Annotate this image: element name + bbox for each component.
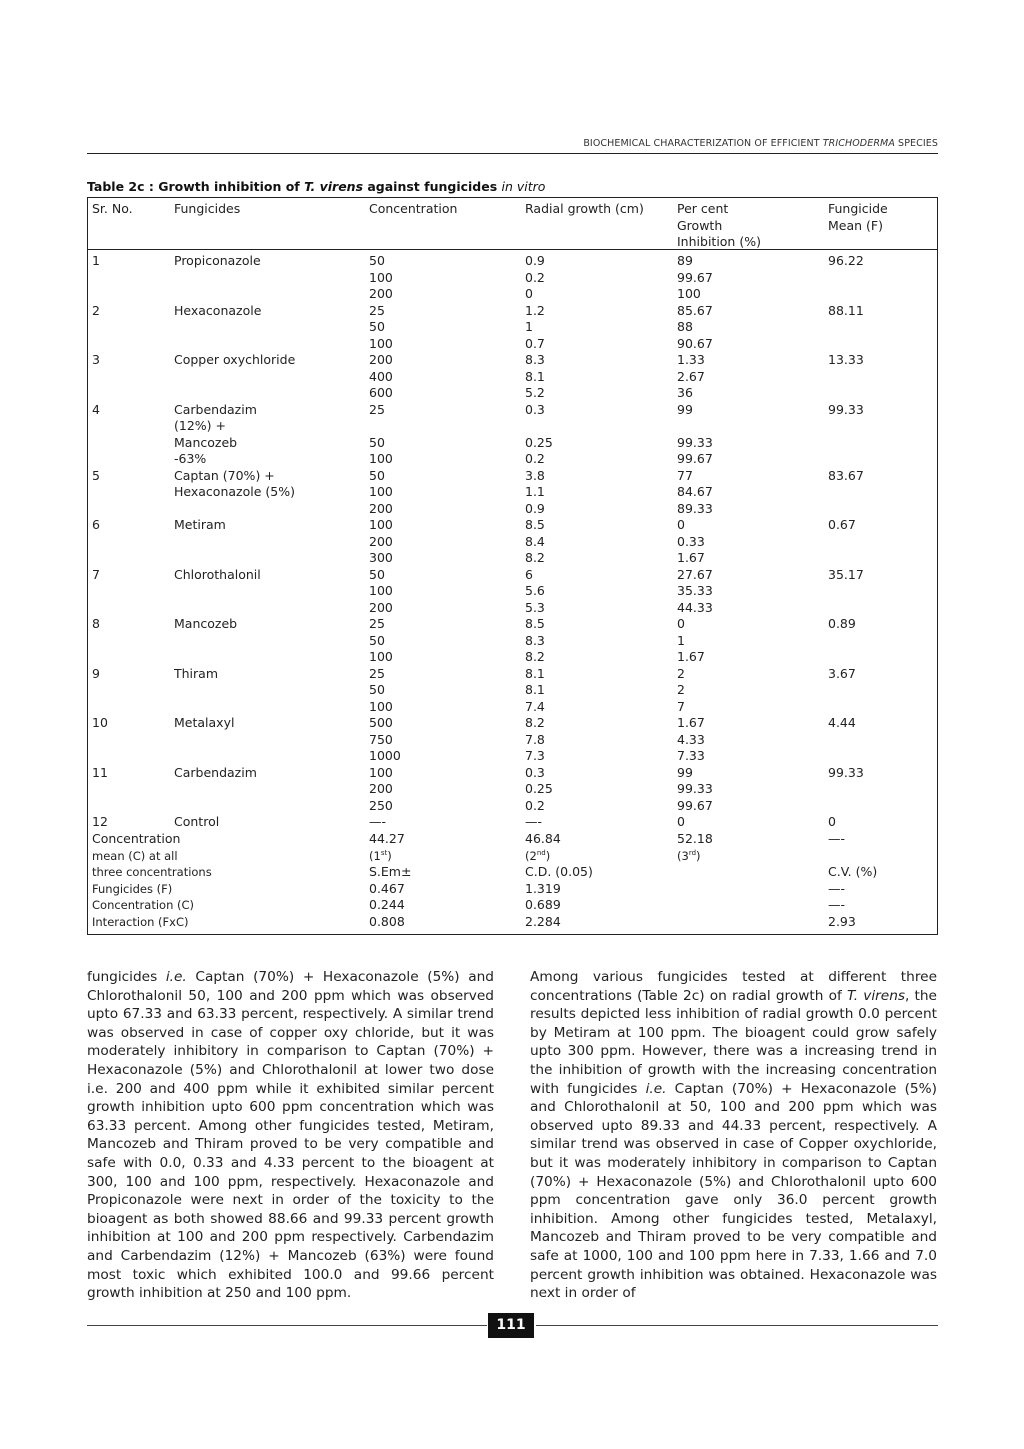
cell-percent-inhibition: 99 <box>677 401 693 417</box>
left-text-ie: i.e. <box>165 969 187 985</box>
body-text-right-column <box>530 968 937 1303</box>
cell-sr-no: 12 <box>92 814 108 829</box>
cell-fungicide: Control <box>174 814 220 829</box>
cell-percent-inhibition: 99.67 <box>677 797 713 813</box>
cell-percent-inhibition: 100 <box>677 286 701 301</box>
cell-radial-growth: 8.5 <box>525 517 545 532</box>
summary-inter-sem: 0.808 <box>369 913 405 929</box>
summary-fung-cd: 1.319 <box>525 880 561 896</box>
cell-percent-inhibition: 99.67 <box>677 451 713 466</box>
rank-1-close: ) <box>387 848 392 863</box>
cell-fungicide-mean: 0.67 <box>828 517 856 532</box>
cell-concentration: 300 <box>369 550 393 565</box>
cell-concentration: 200 <box>369 533 393 549</box>
cell-radial-growth: 0.25 <box>525 434 553 450</box>
th-fungicides: Fungicides <box>174 201 241 216</box>
running-header <box>87 138 938 149</box>
cell-percent-inhibition: 2 <box>677 665 685 681</box>
cell-radial-growth: 8.1 <box>525 665 545 681</box>
cell-sr-no: 11 <box>92 764 108 780</box>
cell-fungicide: Captan (70%) + <box>174 467 275 483</box>
cell-fungicide: -63% <box>174 451 207 466</box>
cell-radial-growth: 8.3 <box>525 632 545 648</box>
cell-percent-inhibition: 0 <box>677 517 685 532</box>
cell-radial-growth: 8.2 <box>525 550 545 565</box>
cell-concentration: 1000 <box>369 748 401 763</box>
summary-cv-label: C.V. (%) <box>828 864 878 879</box>
th-per-cent-3: Inhibition (%) <box>677 234 761 249</box>
cell-concentration: 100 <box>369 764 393 780</box>
th-radial-growth: Radial growth (cm) <box>525 201 644 216</box>
cell-concentration: 100 <box>369 517 393 532</box>
cell-percent-inhibition: 89.33 <box>677 500 713 516</box>
cell-fungicide: Carbendazim <box>174 764 257 780</box>
cell-concentration: 100 <box>369 583 393 598</box>
left-text-a: fungicides <box>87 969 166 985</box>
cell-fungicide: (12%) + <box>174 418 226 433</box>
cell-fungicide: Hexaconazole (5%) <box>174 484 295 499</box>
th-per-cent-1: Per cent <box>677 201 729 216</box>
cell-radial-growth: 8.1 <box>525 368 545 384</box>
rank-2-num: (2 <box>525 848 537 863</box>
right-text-b: , the results depicted less inhibition of radial growth 0.0 percent by Metiram at 100 ppm. The bioagent could grow safely upto 300 ppm. However, there was a increasing trend in the inhibition of growth with the increasing concentration with fungicides <box>530 987 937 1097</box>
cell-concentration: 200 <box>369 286 393 301</box>
cell-concentration: 50 <box>369 682 385 697</box>
cell-fungicide: Carbendazim <box>174 401 257 417</box>
cell-percent-inhibition: 88 <box>677 319 693 334</box>
right-text-c: Captan (70%) + Hexaconazole (5%) and Chlorothalonil at 50, 100 and 200 ppm which was observed upto 89.33 and 44.33 percent, respectively. A similar trend was observed in case of Copper oxychloride, but it was moderately inhibitory in comparison to Captan (70%) + Hexaconazole (5%) and Chlorothalonil upto 600 ppm concentration gave only 36.0 percent growth inhibition. Among other fungicides tested, Metalaxyl, Mancozeb and Thiram proved to be very compatible and safe at 1000, 100 and 100 ppm here in 7.33, 1.66 and 7.0 percent growth inhibition was obtained. Hexaconazole was next in order of <box>530 1080 937 1302</box>
table-header-rule <box>87 249 938 250</box>
cell-radial-growth: 0.25 <box>525 781 553 796</box>
cell-radial-growth: —- <box>525 814 543 829</box>
caption-middle: against fungicides <box>363 179 502 194</box>
cell-radial-growth: 0.9 <box>525 500 545 516</box>
summary-conc-mean-4: —- <box>828 831 846 846</box>
cell-percent-inhibition: 77 <box>677 467 693 483</box>
running-header-genus: TRICHODERMA <box>822 138 895 149</box>
cell-radial-growth: 7.3 <box>525 748 545 763</box>
cell-percent-inhibition: 90.67 <box>677 335 713 351</box>
cell-radial-growth: 7.4 <box>525 698 545 714</box>
cell-radial-growth: 8.3 <box>525 352 545 367</box>
running-header-suffix: SPECIES <box>894 138 938 149</box>
header-rule <box>87 153 938 154</box>
body-text-left-column <box>87 968 494 1303</box>
cell-radial-growth: 0.2 <box>525 797 545 813</box>
cell-radial-growth: 5.3 <box>525 599 545 615</box>
cell-concentration: 100 <box>369 698 393 714</box>
cell-percent-inhibition: 99.33 <box>677 434 713 450</box>
cell-sr-no: 5 <box>92 467 100 483</box>
cell-percent-inhibition: 44.33 <box>677 599 713 615</box>
right-text-ie: i.e. <box>645 1080 667 1097</box>
cell-fungicide-mean: 35.17 <box>828 566 864 582</box>
cell-percent-inhibition: 36 <box>677 385 693 400</box>
cell-fungicide: Mancozeb <box>174 434 238 450</box>
cell-concentration: 25 <box>369 665 385 681</box>
cell-fungicide: Chlorothalonil <box>174 566 261 582</box>
th-sr-no: Sr. No. <box>92 201 133 216</box>
cell-fungicide-mean: 4.44 <box>828 715 856 730</box>
cell-radial-growth: 1.2 <box>525 302 545 318</box>
cell-concentration: 100 <box>369 451 393 466</box>
rank-3-sup: rd <box>688 848 697 857</box>
cell-fungicide: Metiram <box>174 517 226 532</box>
cell-sr-no: 7 <box>92 566 100 582</box>
footer-rule-right <box>536 1325 938 1326</box>
cell-percent-inhibition: 0 <box>677 814 685 829</box>
rank-3-close: ) <box>696 848 701 863</box>
cell-sr-no: 3 <box>92 352 100 367</box>
cell-concentration: 600 <box>369 385 393 400</box>
rank-2-close: ) <box>545 848 551 863</box>
right-text-a: Among various fungicides tested at different three concentrations (Table 2c) on radial growth of <box>530 969 937 1004</box>
cell-concentration: 100 <box>369 649 393 664</box>
cell-sr-no: 4 <box>92 401 100 417</box>
summary-conc-sem: 0.244 <box>369 897 405 912</box>
cell-concentration: 50 <box>369 632 385 648</box>
cell-sr-no: 6 <box>92 517 100 532</box>
cell-sr-no: 10 <box>92 715 108 730</box>
summary-rank-2 <box>525 848 550 865</box>
cell-radial-growth: 0.3 <box>525 401 545 417</box>
cell-radial-growth: 6 <box>525 566 533 582</box>
cell-concentration: 25 <box>369 401 385 417</box>
page-number: 111 <box>488 1313 534 1338</box>
cell-concentration: 50 <box>369 253 385 268</box>
summary-fung-label: Fungicides (F) <box>92 881 173 896</box>
cell-fungicide-mean: 0.89 <box>828 616 856 631</box>
cell-radial-growth: 5.6 <box>525 583 545 598</box>
cell-sr-no: 1 <box>92 253 100 268</box>
cell-percent-inhibition: 1.67 <box>677 715 705 730</box>
cell-concentration: 750 <box>369 731 393 747</box>
cell-concentration: 25 <box>369 302 385 318</box>
cell-percent-inhibition: 99 <box>677 764 693 780</box>
cell-percent-inhibition: 1 <box>677 632 685 648</box>
cell-fungicide: Copper oxychloride <box>174 352 296 367</box>
cell-percent-inhibition: 4.33 <box>677 731 705 747</box>
cell-percent-inhibition: 7 <box>677 698 685 714</box>
cell-radial-growth: 8.5 <box>525 616 545 631</box>
cell-percent-inhibition: 1.67 <box>677 550 705 565</box>
th-concentration: Concentration <box>369 201 458 216</box>
cell-fungicide: Thiram <box>174 665 219 681</box>
cell-percent-inhibition: 0 <box>677 616 685 631</box>
summary-conc-cd: 0.689 <box>525 897 561 912</box>
cell-radial-growth: 3.8 <box>525 467 545 483</box>
summary-conc-label: Concentration (C) <box>92 898 195 912</box>
cell-percent-inhibition: 84.67 <box>677 484 713 499</box>
cell-radial-growth: 7.8 <box>525 731 545 747</box>
summary-sem-label: S.Em± <box>369 864 412 879</box>
cell-fungicide-mean: 83.67 <box>828 467 864 483</box>
summary-fung-cv: —- <box>828 880 846 896</box>
cell-radial-growth: 0.2 <box>525 269 545 285</box>
cell-fungicide: Metalaxyl <box>174 715 235 730</box>
cell-concentration: 200 <box>369 352 393 367</box>
cell-radial-growth: 5.2 <box>525 385 545 400</box>
rank-1-sup: st <box>380 848 388 857</box>
cell-sr-no: 2 <box>92 302 100 318</box>
cell-concentration: 100 <box>369 269 393 285</box>
cell-fungicide: Propiconazole <box>174 253 261 268</box>
cell-percent-inhibition: 99.67 <box>677 269 713 285</box>
cell-radial-growth: 8.4 <box>525 533 545 549</box>
cell-percent-inhibition: 35.33 <box>677 583 713 598</box>
cell-sr-no: 9 <box>92 665 100 681</box>
th-mean-1: Fungicide <box>828 201 888 216</box>
summary-three-conc: three concentrations <box>92 865 212 879</box>
summary-cd-label: C.D. (0.05) <box>525 864 593 879</box>
cell-fungicide-mean: 0 <box>828 814 836 829</box>
cell-sr-no: 8 <box>92 616 100 631</box>
cell-percent-inhibition: 0.33 <box>677 533 705 549</box>
cell-fungicide-mean: 3.67 <box>828 665 856 681</box>
cell-fungicide: Mancozeb <box>174 616 238 631</box>
caption-prefix: Table 2c : Growth inhibition of <box>87 179 305 194</box>
summary-conc-mean-3: 52.18 <box>677 831 713 846</box>
cell-radial-growth: 8.2 <box>525 649 545 664</box>
cell-percent-inhibition: 2 <box>677 682 685 697</box>
cell-concentration: 100 <box>369 484 393 499</box>
cell-percent-inhibition: 1.33 <box>677 352 705 367</box>
cell-concentration: 50 <box>369 566 385 582</box>
cell-concentration: —- <box>369 814 387 829</box>
cell-concentration: 200 <box>369 500 393 516</box>
cell-percent-inhibition: 7.33 <box>677 748 705 763</box>
cell-radial-growth: 0.2 <box>525 451 545 466</box>
cell-fungicide-mean: 99.33 <box>828 401 864 417</box>
left-text-b: Captan (70%) + Hexaconazole (5%) and Chlorothalonil 50, 100 and 200 ppm which was observed upto 67.33 and 63.33 percent, respectively. A similar trend was observed in case of copper oxy chloride, but it was moderately inhibitory in comparison to Captan (70%) + Hexaconazole (5%) and Chlorothalonil at lower two dose i.e. 200 and 400 ppm while it exhibited similar percent growth inhibition upto 600 ppm concentration which was 63.33 percent. Among other fungicides tested, Metiram, Mancozeb and Thiram proved to be very compatible and safe with 0.0, 0.33 and 4.33 percent to the bioagent at 300, 100 and 100 ppm, respectively. Hexaconazole and Propiconazole were next in order of the toxicity to the bioagent as both showed 88.66 and 99.33 percent growth inhibition at 100 and 200 ppm respectively. Carbendazim and Carbendazim (12%) + Mancozeb (63%) were found most toxic which exhibited 100.0 and 99.66 percent growth inhibition at 250 and 100 ppm. <box>87 969 494 1302</box>
caption-suffix: in vitro <box>501 179 546 194</box>
cell-fungicide: Hexaconazole <box>174 302 262 318</box>
cell-percent-inhibition: 89 <box>677 253 693 268</box>
cell-radial-growth: 0.9 <box>525 253 545 268</box>
cell-percent-inhibition: 1.67 <box>677 649 705 664</box>
summary-conc-mean-label-2: mean (C) at all <box>92 848 178 863</box>
summary-rank-1 <box>369 848 392 865</box>
caption-species: T. virens <box>304 179 364 194</box>
summary-conc-mean-label-1: Concentration <box>92 831 181 846</box>
cell-radial-growth: 0 <box>525 286 533 301</box>
cell-percent-inhibition: 99.33 <box>677 781 713 796</box>
cell-concentration: 250 <box>369 797 393 813</box>
cell-fungicide-mean: 99.33 <box>828 764 864 780</box>
summary-conc-mean-1: 44.27 <box>369 831 405 846</box>
cell-concentration: 100 <box>369 335 393 351</box>
rank-2-sup: nd <box>536 848 546 857</box>
summary-fung-sem: 0.467 <box>369 880 405 896</box>
cell-radial-growth: 0.7 <box>525 335 545 351</box>
cell-concentration: 200 <box>369 781 393 796</box>
cell-fungicide-mean: 96.22 <box>828 253 864 268</box>
cell-concentration: 50 <box>369 467 385 483</box>
cell-radial-growth: 8.2 <box>525 715 545 730</box>
summary-inter-label: Interaction (FxC) <box>92 914 189 929</box>
cell-radial-growth: 1.1 <box>525 484 545 499</box>
cell-concentration: 200 <box>369 599 393 615</box>
rank-3-num: (3 <box>677 848 689 863</box>
cell-radial-growth: 8.1 <box>525 682 545 697</box>
cell-concentration: 50 <box>369 319 385 334</box>
running-header-text: BIOCHEMICAL CHARACTERIZATION OF EFFICIENT <box>583 138 823 149</box>
cell-concentration: 25 <box>369 616 385 631</box>
table-caption <box>87 179 545 194</box>
summary-conc-cv: —- <box>828 897 846 912</box>
th-per-cent-2: Growth <box>677 217 723 233</box>
footer-rule-left <box>87 1325 487 1326</box>
right-text-species: T. virens <box>846 987 905 1004</box>
summary-rank-3 <box>677 848 701 865</box>
summary-conc-mean-2: 46.84 <box>525 831 561 846</box>
cell-radial-growth: 1 <box>525 319 533 334</box>
cell-fungicide-mean: 88.11 <box>828 302 864 318</box>
cell-radial-growth: 0.3 <box>525 764 545 780</box>
cell-concentration: 50 <box>369 434 385 450</box>
cell-concentration: 500 <box>369 715 393 730</box>
cell-concentration: 400 <box>369 368 393 384</box>
th-mean-2: Mean (F) <box>828 217 883 233</box>
cell-percent-inhibition: 27.67 <box>677 566 713 582</box>
rank-1-num: (1 <box>369 848 381 863</box>
cell-percent-inhibition: 85.67 <box>677 302 713 318</box>
summary-inter-cd: 2.284 <box>525 913 561 929</box>
cell-percent-inhibition: 2.67 <box>677 368 705 384</box>
summary-inter-cv: 2.93 <box>828 913 856 929</box>
cell-fungicide-mean: 13.33 <box>828 352 864 367</box>
